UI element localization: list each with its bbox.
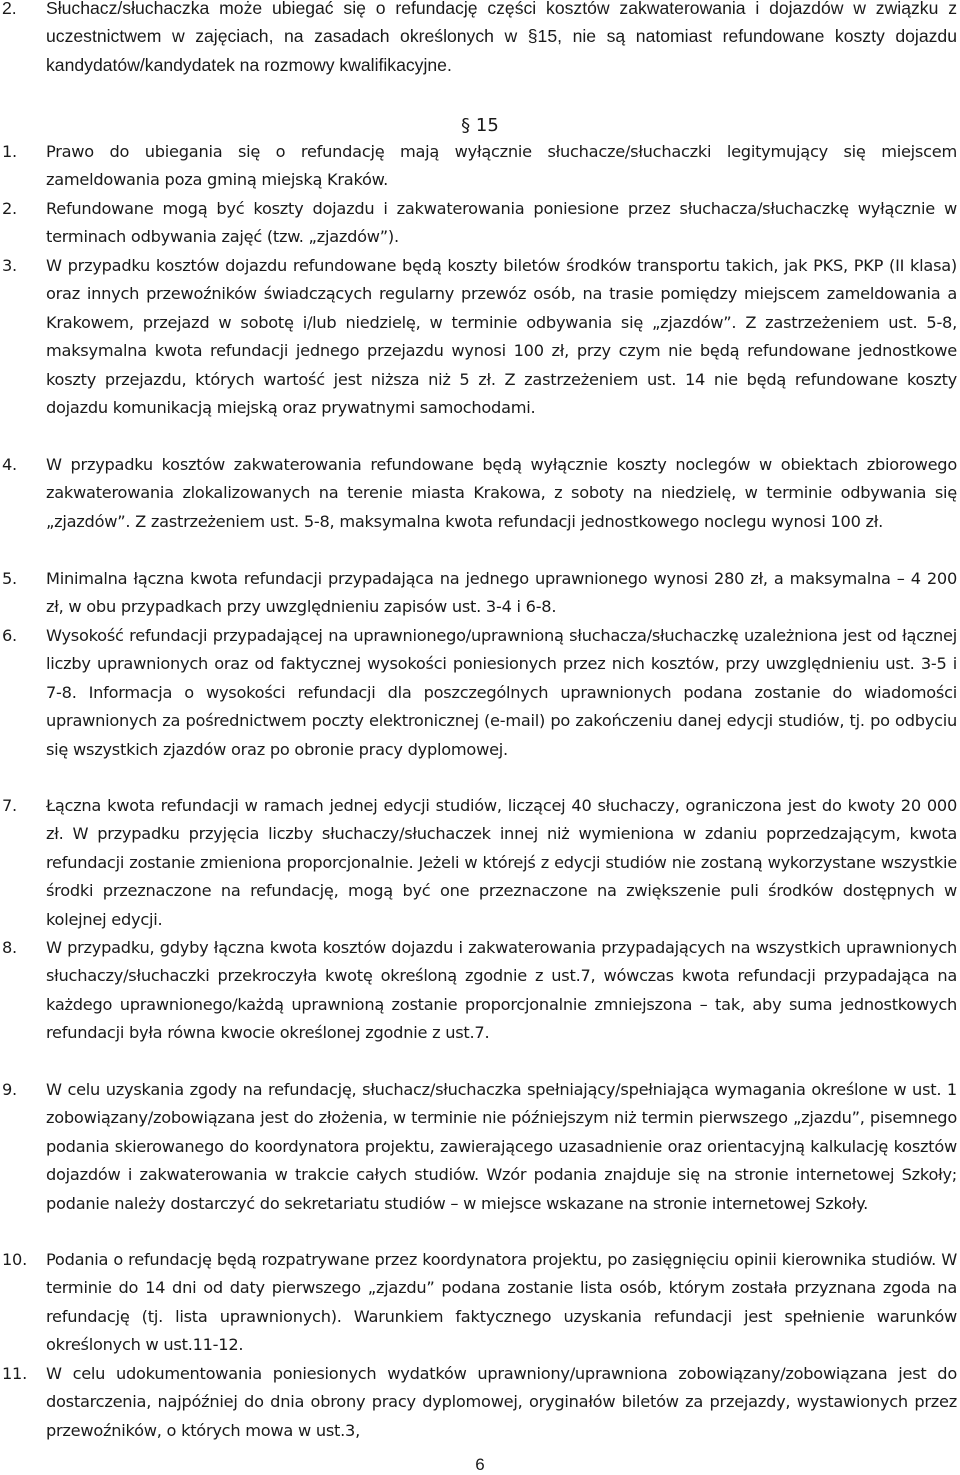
- list-number: 1.: [2, 142, 17, 161]
- list-number: 11.: [2, 1364, 27, 1383]
- paragraph-text: Słuchacz/słuchaczka może ubiegać się o refundację części kosztów zakwaterowania i dojazdów w związku z uczestnictwem w zajęciach, na zasadach określonych w §15, nie są natomiast refundowane koszty dojazdu kandydatów/kandydatek na rozmowy kwalifikacyjne.: [46, 0, 957, 75]
- list-number: 4.: [2, 455, 17, 474]
- clause-3: [0, 252, 957, 422]
- paragraph-text: W przypadku kosztów zakwaterowania refundowane będą wyłącznie koszty noclegów w obiektach zbiorowego zakwaterowania zlokalizowanych na terenie miasta Krakowa, z soboty na niedzielę, w terminie odbywania się „zjazdów”. Z zastrzeżeniem ust. 5-8, maksymalna kwota refundacji jednostkowego noclegu wynosi 100 zł.: [46, 455, 957, 531]
- clause-7: [0, 792, 957, 934]
- paragraph-text: Minimalna łączna kwota refundacji przypadająca na jednego uprawnionego wynosi 280 zł, a maksymalna – 4 200 zł, w obu przypadkach przy uwzględnieniu zapisów ust. 3-4 i 6-8.: [46, 569, 957, 617]
- paragraph-text: Łączna kwota refundacji w ramach jednej edycji studiów, liczącej 40 słuchaczy, ograniczona jest do kwoty 20 000 zł. W przypadku przyjęcia liczby słuchaczy/słuchaczek innej niż wymieniona w zdaniu poprzedzającym, kwota refundacji zostanie zmieniona proporcjonalnie. Jeżeli w którejś z edycji studiów nie zostaną wykorzystane wszystkie środki przeznaczone na refundację, mogą być one przeznaczone na zwiększenie puli środków dostępnych w kolejnej edycji.: [46, 796, 957, 929]
- list-number: 10.: [2, 1250, 27, 1269]
- paragraph-text: Podania o refundację będą rozpatrywane przez koordynatora projektu, po zasięgnięciu opinii kierownika studiów. W terminie do 14 dni od daty pierwszego „zjazdu” podana zostanie lista osób, którym została przyznana zgoda na refundację (tj. lista uprawnionych). Warunkiem faktycznego uzyskania refundacji jest spełnienie warunków określonych w ust.11-12.: [46, 1250, 957, 1355]
- list-number: 2.: [2, 0, 17, 18]
- paragraph-text: Refundowane mogą być koszty dojazdu i zakwaterowania poniesione przez słuchacza/słuchaczkę wyłącznie w terminach odbywania zajęć (tzw. „zjazdów”).: [46, 199, 957, 247]
- section-heading: § 15: [461, 115, 499, 136]
- paragraph-text: W celu udokumentowania poniesionych wydatków uprawniony/uprawniona zobowiązany/zobowiązana jest do dostarczenia, najpóźniej do dnia obrony pracy dyplomowej, oryginałów biletów za przejazdy, wystawionych przez przewoźników, o których mowa w ust.3,: [46, 1364, 957, 1440]
- list-number: 5.: [2, 569, 17, 588]
- clause-10: [0, 1246, 957, 1360]
- paragraph-text: W przypadku, gdyby łączna kwota kosztów dojazdu i zakwaterowania przypadających na wszystkich uprawnionych słuchaczy/słuchaczki przekroczyła kwotę określoną zgodnie z ust.7, wówczas kwota refundacji przypadająca na każdego uprawnionego/każdą uprawnioną zostanie proporcjonalnie zmniejszona – tak, aby suma jednostkowych refundacji była równa kwocie określonej zgodnie z ust.7.: [46, 938, 957, 1043]
- clause-5: [0, 565, 957, 622]
- list-number: 3.: [2, 256, 17, 275]
- paragraph-text: W celu uzyskania zgody na refundację, słuchacz/słuchaczka spełniający/spełniająca wymagania określone w ust. 1 zobowiązany/zobowiązana jest do złożenia, w terminie nie późniejszym niż termin pierwszego „zjazdu”, pisemnego podania skierowanego do koordynatora projektu, zawierającego uzasadnienie oraz orientacyjną kalkulację kosztów dojazdów i zakwaterowania w trakcie całych studiów. Wzór podania znajduje się na stronie internetowej Szkoły; podanie należy dostarczyć do sekretariatu studiów – w miejsce wskazane na stronie internetowej Szkoły.: [46, 1080, 957, 1213]
- clause-6: [0, 622, 957, 764]
- paragraph-text: W przypadku kosztów dojazdu refundowane będą koszty biletów środków transportu takich, jak PKS, PKP (II klasa) oraz innych przewoźników świadczących regularny przewóz osób, na trasie pomiędzy miejscem zameldowania a Krakowem, przejazd w sobotę i/lub niedzielę, w terminie odbywania się „zjazdów”. Z zastrzeżeniem ust. 5-8, maksymalna kwota refundacji jednego przejazdu wynosi 100 zł, przy czym nie będą refundowane jednostkowe koszty przejazdu, których wartość jest niższa niż 5 zł. Z zastrzeżeniem ust. 14 nie będą refundowane koszty dojazdu komunikacją miejską oraz prywatnymi samochodami.: [46, 256, 957, 418]
- page-number: 6: [475, 1455, 485, 1474]
- list-number: 9.: [2, 1080, 17, 1099]
- paragraph-text: Wysokość refundacji przypadającej na uprawnionego/uprawnioną słuchacza/słuchaczkę uzależniona jest od łącznej liczby uprawnionych oraz od faktycznej wysokości poniesionych przez nich kosztów, przy uwzględnieniu ust. 3-5 i 7-8. Informacja o wysokości refundacji dla poszczególnych uprawnionych podana zostanie do wiadomości uprawnionych za pośrednictwem poczty elektronicznej (e-mail) po zakończeniu danej edycji studiów, tj. po odbyciu się wszystkich zjazdów oraz po obronie pracy dyplomowej.: [46, 626, 957, 759]
- clause-1: [0, 138, 957, 195]
- clause-9: [0, 1076, 957, 1218]
- clause-11: [0, 1360, 957, 1445]
- list-number: 8.: [2, 938, 17, 957]
- list-number: 6.: [2, 626, 17, 645]
- clause-8: [0, 934, 957, 1048]
- list-number: 7.: [2, 796, 17, 815]
- list-number: 2.: [2, 199, 17, 218]
- intro-item-2: [0, 0, 957, 79]
- clause-2: [0, 195, 957, 252]
- clause-4: [0, 451, 957, 536]
- paragraph-text: Prawo do ubiegania się o refundację mają wyłącznie słuchacze/słuchaczki legitymujący się miejscem zameldowania poza gminą miejską Kraków.: [46, 142, 957, 190]
